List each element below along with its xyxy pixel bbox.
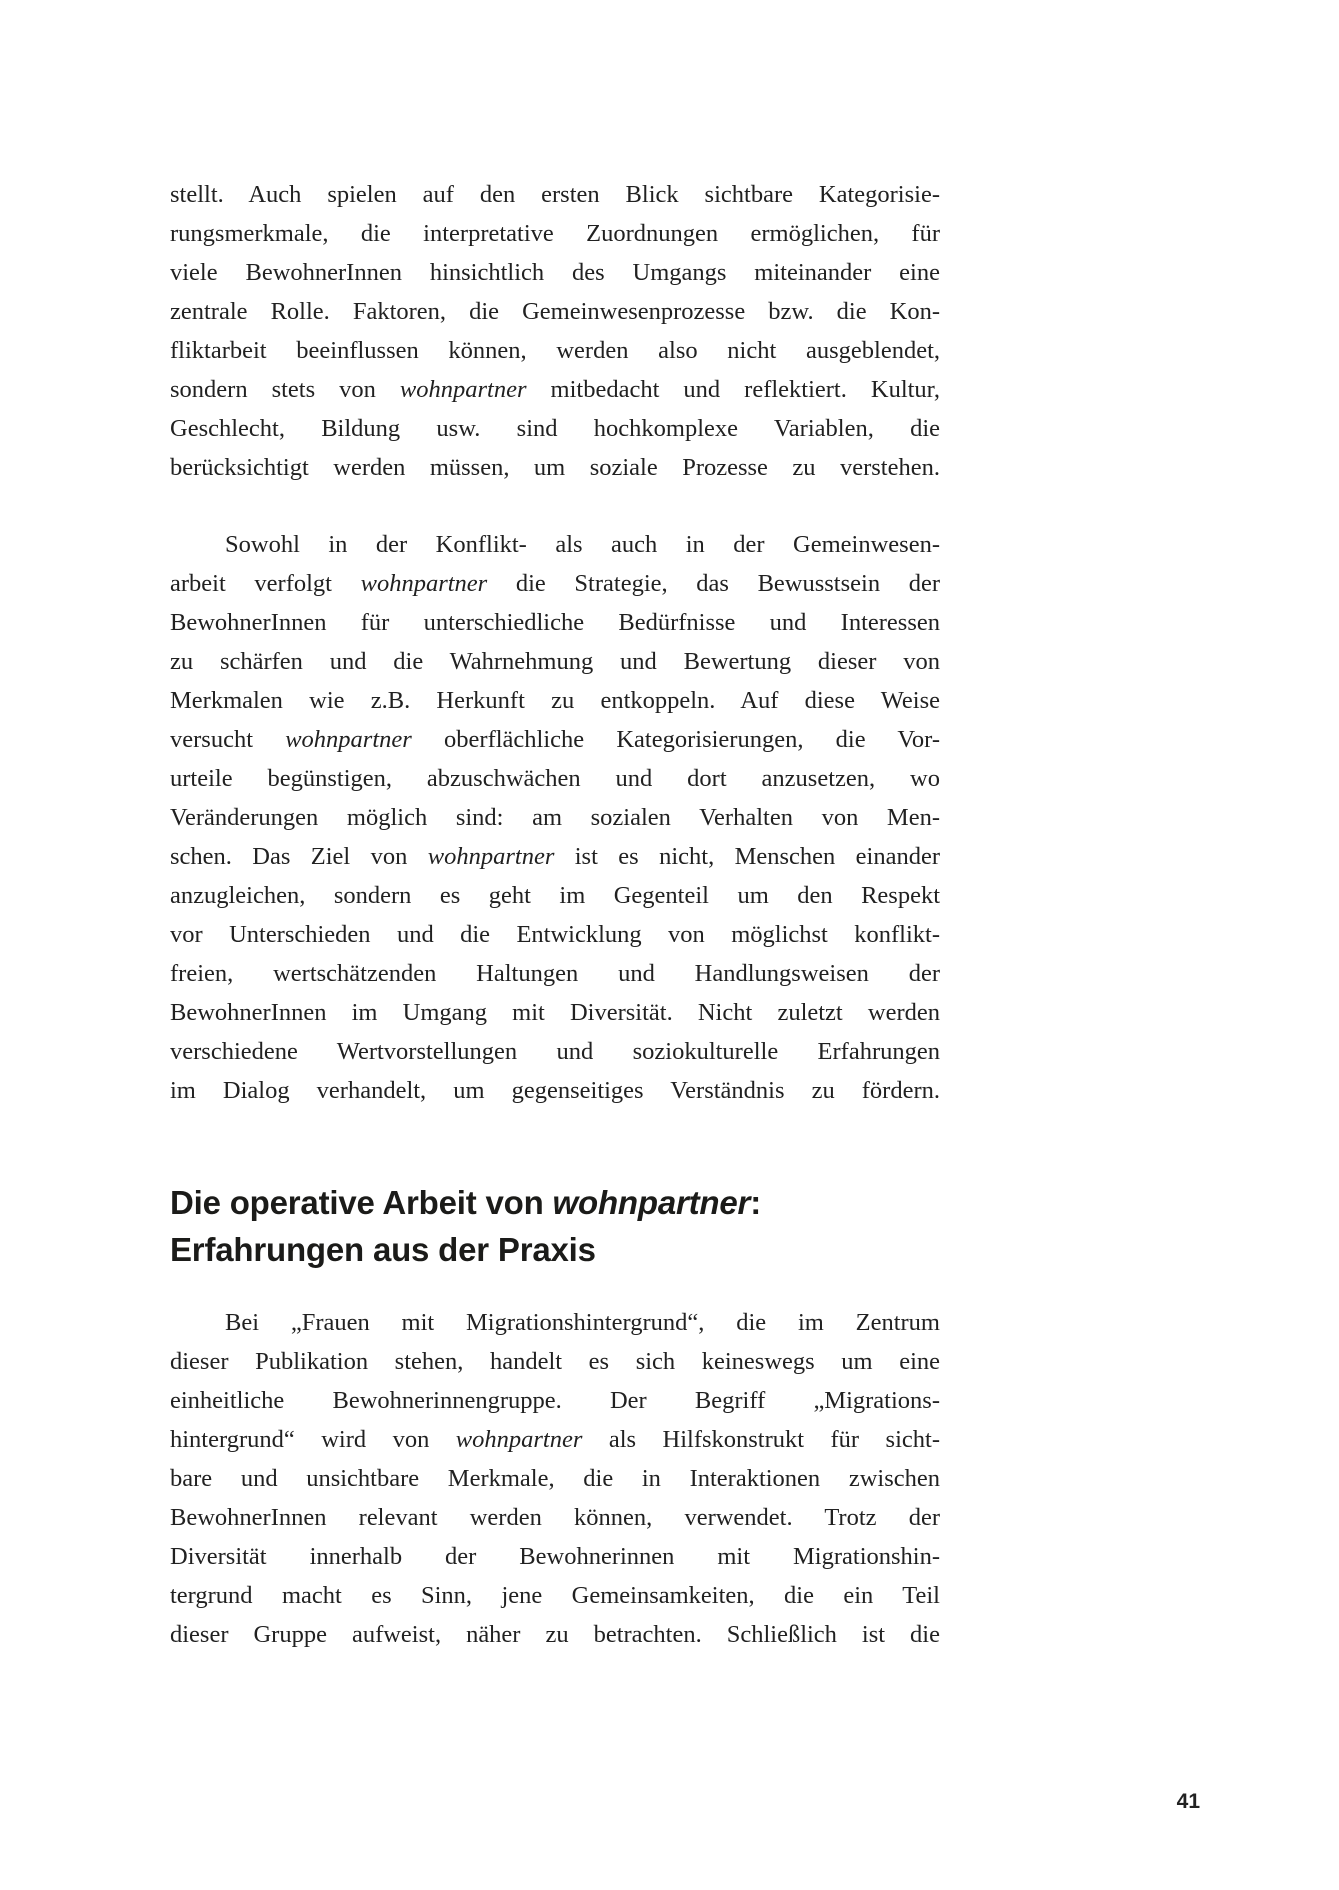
text-line <box>170 1498 940 1537</box>
text-line <box>170 1615 940 1654</box>
text-line <box>170 409 940 448</box>
text-line <box>170 876 940 915</box>
text-line <box>170 448 940 487</box>
text-segment: dieser Gruppe aufweist, näher zu betrachten. Schließlich ist die <box>170 1621 940 1648</box>
brand-term-wohnpartner: wohnpartner <box>360 570 488 597</box>
text-line <box>170 175 940 214</box>
text-line <box>170 993 940 1032</box>
text-line <box>170 798 940 837</box>
text-segment: viele BewohnerInnen hinsichtlich des Umgangs miteinander eine <box>170 259 940 286</box>
text-line <box>170 642 940 681</box>
text-line <box>170 370 940 409</box>
text-line <box>170 681 940 720</box>
text-line <box>170 331 940 370</box>
text-line <box>170 1303 940 1342</box>
text-segment: tergrund macht es Sinn, jene Gemeinsamkeiten, die ein Teil <box>170 1582 940 1609</box>
text-segment: bare und unsichtbare Merkmale, die in Interaktionen zwischen <box>170 1465 940 1492</box>
text-segment: mitbedacht und reflektiert. Kultur, <box>526 376 940 403</box>
text-segment: berücksichtigt werden müssen, um soziale Prozesse zu verstehen. <box>170 454 940 481</box>
text-segment: verschiedene Wertvorstellungen und soziokulturelle Erfahrungen <box>170 1038 940 1065</box>
text-segment: dieser Publikation stehen, handelt es sich keineswegs um eine <box>170 1348 940 1375</box>
text-segment: anzugleichen, sondern es geht im Gegenteil um den Respekt <box>170 882 940 909</box>
text-line <box>170 1071 940 1110</box>
text-segment: Die operative Arbeit von <box>170 1184 553 1221</box>
text-segment: im Dialog verhandelt, um gegenseitiges Verständnis zu fördern. <box>170 1077 940 1104</box>
text-segment: zentrale Rolle. Faktoren, die Gemeinwesenprozesse bzw. die Kon- <box>170 298 940 325</box>
text-line <box>170 1576 940 1615</box>
section-heading <box>170 1179 940 1273</box>
text-line <box>170 1342 940 1381</box>
text-segment: stellt. Auch spielen auf den ersten Blick sichtbare Kategorisie- <box>170 181 940 208</box>
text-segment: BewohnerInnen für unterschiedliche Bedürfnisse und Interessen <box>170 609 940 636</box>
brand-term-wohnpartner: wohnpartner <box>399 376 527 403</box>
brand-term-wohnpartner: wohnpartner <box>552 1184 751 1221</box>
text-line <box>170 603 940 642</box>
text-segment: BewohnerInnen relevant werden können, verwendet. Trotz der <box>170 1504 940 1531</box>
paragraph-2 <box>170 525 940 1110</box>
text-segment: schen. Das Ziel von <box>170 843 428 870</box>
page-number: 41 <box>1176 1790 1200 1813</box>
text-line <box>170 1381 940 1420</box>
text-segment: Sowohl in der Konflikt- als auch in der Gemeinwesen- <box>225 531 940 558</box>
text-segment: Geschlecht, Bildung usw. sind hochkomplexe Variablen, die <box>170 415 940 442</box>
text-line <box>170 1226 940 1273</box>
text-segment: Bei „Frauen mit Migrationshintergrund“, die im Zentrum <box>225 1309 940 1336</box>
paragraph-3 <box>170 1303 940 1654</box>
text-segment: Diversität innerhalb der Bewohnerinnen mit Migrationshin- <box>170 1543 940 1570</box>
text-line <box>170 1179 940 1226</box>
text-segment: Veränderungen möglich sind: am sozialen Verhalten von Men- <box>170 804 940 831</box>
text-segment: einheitliche Bewohnerinnengruppe. Der Begriff „Migrations- <box>170 1387 940 1414</box>
text-segment: rungsmerkmale, die interpretative Zuordnungen ermöglichen, für <box>170 220 940 247</box>
text-line <box>170 720 940 759</box>
text-segment: hintergrund“ wird von <box>170 1426 456 1453</box>
text-segment: Merkmalen wie z.B. Herkunft zu entkoppeln. Auf diese Weise <box>170 687 940 714</box>
text-line <box>170 253 940 292</box>
text-line <box>170 214 940 253</box>
text-line <box>170 837 940 876</box>
text-segment: als Hilfskonstrukt für sicht- <box>582 1426 940 1453</box>
text-line <box>170 954 940 993</box>
text-segment: arbeit verfolgt <box>170 570 361 597</box>
text-segment: ist es nicht, Menschen einander <box>554 843 940 870</box>
text-segment: : <box>750 1184 761 1221</box>
text-segment: fliktarbeit beeinflussen können, werden also nicht ausgeblendet, <box>170 337 940 364</box>
text-segment: vor Unterschieden und die Entwicklung von möglichst konflikt- <box>170 921 940 948</box>
text-line <box>170 1537 940 1576</box>
text-line <box>170 1459 940 1498</box>
text-segment: urteile begünstigen, abzuschwächen und dort anzusetzen, wo <box>170 765 940 792</box>
text-line <box>170 1420 940 1459</box>
text-line <box>170 1032 940 1071</box>
paragraph-1 <box>170 175 940 487</box>
text-segment: Erfahrungen aus der Praxis <box>170 1231 596 1268</box>
text-column <box>170 175 940 1654</box>
text-line <box>170 564 940 603</box>
text-segment: freien, wertschätzenden Haltungen und Handlungsweisen der <box>170 960 940 987</box>
text-segment: BewohnerInnen im Umgang mit Diversität. Nicht zuletzt werden <box>170 999 940 1026</box>
text-line <box>170 525 940 564</box>
text-line <box>170 759 940 798</box>
brand-term-wohnpartner: wohnpartner <box>455 1426 583 1453</box>
text-segment: versucht <box>170 726 286 753</box>
text-line <box>170 292 940 331</box>
text-segment: oberflächliche Kategorisierungen, die Vor- <box>411 726 940 753</box>
brand-term-wohnpartner: wohnpartner <box>285 726 412 753</box>
text-line <box>170 915 940 954</box>
text-segment: sondern stets von <box>170 376 400 403</box>
brand-term-wohnpartner: wohnpartner <box>427 843 555 870</box>
text-segment: die Strategie, das Bewusstsein der <box>487 570 941 597</box>
text-segment: zu schärfen und die Wahrnehmung und Bewertung dieser von <box>170 648 940 675</box>
